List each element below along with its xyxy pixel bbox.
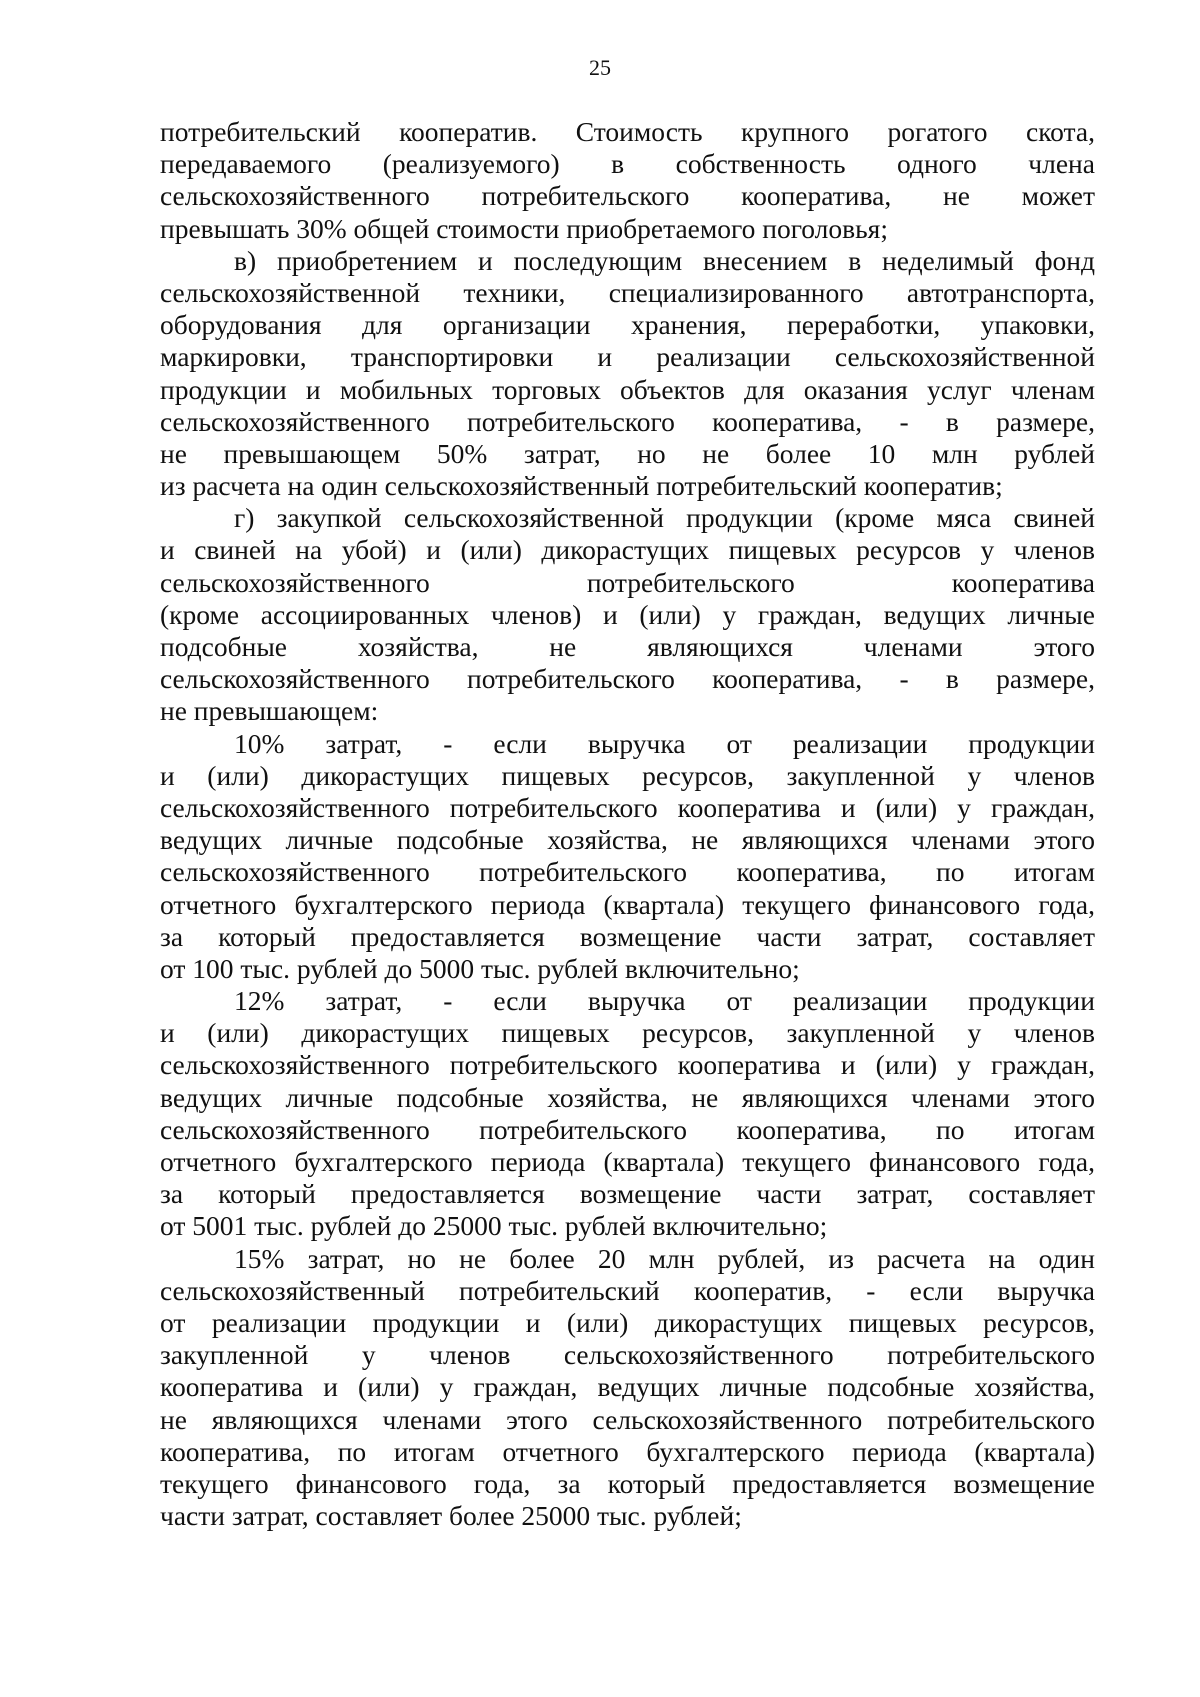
text-line: продукции и мобильных торговых объектов для оказания услуг членам	[160, 373, 1095, 405]
text-line: из расчета на один сельскохозяйственный потребительский кооператив;	[160, 470, 1003, 502]
text-line: 10% затрат, - если выручка от реализации продукции	[234, 727, 1095, 759]
text-line: ведущих личные подсобные хозяйства, не являющихся членами этого	[160, 824, 1095, 856]
text-line: сельскохозяйственного потребительского кооператива и (или) у граждан,	[160, 1049, 1095, 1081]
text-line: текущего финансового года, за который предоставляется возмещение	[160, 1467, 1095, 1499]
text-line: отчетного бухгалтерского периода (квартала) текущего финансового года,	[160, 888, 1095, 920]
text-line: кооператива, по итогам отчетного бухгалтерского периода (квартала)	[160, 1435, 1095, 1467]
text-line: сельскохозяйственный потребительский кооператив, - если выручка	[160, 1274, 1095, 1306]
page-number: 25	[589, 55, 611, 80]
text-line: (кроме ассоциированных членов) и (или) у граждан, ведущих личные	[160, 598, 1095, 630]
document-body	[160, 116, 1095, 1532]
text-line: и (или) дикорастущих пищевых ресурсов, закупленной у членов	[160, 759, 1095, 791]
text-line: передаваемого (реализуемого) в собственность одного члена	[160, 148, 1095, 180]
text-line: части затрат, составляет более 25000 тыс. рублей;	[160, 1500, 742, 1532]
text-line: за который предоставляется возмещение части затрат, составляет	[160, 920, 1095, 952]
text-line: сельскохозяйственного потребительского кооператива и (или) у граждан,	[160, 791, 1095, 823]
text-line: сельскохозяйственного потребительского кооператива, - в размере,	[160, 405, 1095, 437]
text-line: в) приобретением и последующим внесением в неделимый фонд	[234, 244, 1095, 276]
text-line: сельскохозяйственного потребительского кооператива, не может	[160, 180, 1095, 212]
text-line: от реализации продукции и (или) дикорастущих пищевых ресурсов,	[160, 1306, 1095, 1338]
text-line: не превышающем 50% затрат, но не более 10 млн рублей	[160, 437, 1095, 469]
text-line: подсобные хозяйства, не являющихся членами этого	[160, 631, 1095, 662]
text-line: превышать 30% общей стоимости приобретаемого поголовья;	[160, 212, 888, 244]
text-line: сельскохозяйственного потребительского кооператива, по итогам	[160, 1113, 1095, 1145]
text-line: сельскохозяйственной техники, специализированного автотранспорта,	[160, 276, 1095, 308]
text-line: сельскохозяйственного потребительского кооператива, по итогам	[160, 856, 1095, 888]
text-line: сельскохозяйственного потребительского кооператива	[160, 566, 1095, 598]
text-line: сельскохозяйственного потребительского кооператива, - в размере,	[160, 663, 1095, 695]
text-line: от 5001 тыс. рублей до 25000 тыс. рублей включительно;	[160, 1210, 828, 1242]
text-line: маркировки, транспортировки и реализации сельскохозяйственной	[160, 341, 1095, 373]
text-line: потребительский кооператив. Стоимость крупного рогатого скота,	[160, 116, 1095, 147]
text-line: и (или) дикорастущих пищевых ресурсов, закупленной у членов	[160, 1017, 1095, 1049]
text-line: от 100 тыс. рублей до 5000 тыс. рублей включительно;	[160, 952, 800, 984]
text-line: 12% затрат, - если выручка от реализации продукции	[234, 985, 1095, 1017]
text-line: ведущих личные подсобные хозяйства, не являющихся членами этого	[160, 1081, 1095, 1113]
text-line: 15% затрат, но не более 20 млн рублей, из расчета на один	[234, 1242, 1095, 1274]
text-line: кооператива и (или) у граждан, ведущих личные подсобные хозяйства,	[160, 1371, 1095, 1403]
text-line: г) закупкой сельскохозяйственной продукции (кроме мяса свиней	[234, 502, 1095, 534]
text-line: и свиней на убой) и (или) дикорастущих пищевых ресурсов у членов	[160, 534, 1095, 566]
text-line: закупленной у членов сельскохозяйственного потребительского	[160, 1339, 1095, 1371]
text-line: не превышающем:	[160, 695, 379, 727]
text-line: отчетного бухгалтерского периода (квартала) текущего финансового года,	[160, 1146, 1095, 1177]
text-line: не являющихся членами этого сельскохозяйственного потребительского	[160, 1403, 1095, 1435]
text-line: оборудования для организации хранения, переработки, упаковки,	[160, 309, 1095, 341]
text-line: за который предоставляется возмещение части затрат, составляет	[160, 1178, 1095, 1210]
